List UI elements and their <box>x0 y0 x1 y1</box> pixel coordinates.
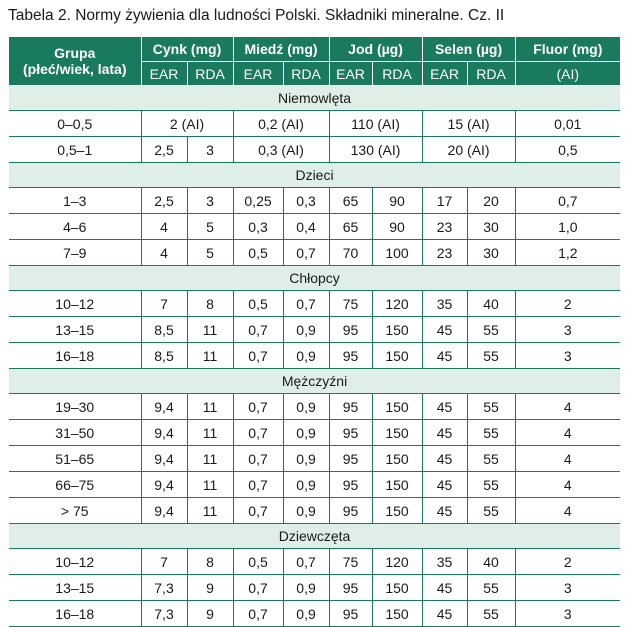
copper-cell: 0,2 (AI) <box>233 111 329 137</box>
zinc-ear-cell: 9,4 <box>141 472 187 498</box>
zinc-ear-cell: 8,5 <box>141 317 187 343</box>
zinc-rda-cell: 11 <box>187 343 233 369</box>
copper-rda-header: RDA <box>283 62 329 86</box>
group-cell: 1–3 <box>9 188 141 214</box>
fluor-cell: 3 <box>515 317 620 343</box>
selenium-rda-header: RDA <box>467 62 515 86</box>
table-row <box>9 549 620 575</box>
fluor-cell: 4 <box>515 498 620 524</box>
iodine-ear-header: EAR <box>329 62 372 86</box>
copper-rda-cell: 0,9 <box>283 343 329 369</box>
iodine-rda-cell: 150 <box>372 446 422 472</box>
group-header <box>9 37 141 86</box>
section-row <box>9 524 620 549</box>
table-row <box>9 240 620 266</box>
copper-rda-cell: 0,9 <box>283 394 329 420</box>
iodine-rda-cell: 100 <box>372 240 422 266</box>
copper-ear-cell: 0,5 <box>233 291 283 317</box>
iodine-rda-cell: 120 <box>372 291 422 317</box>
zinc-ear-cell: 7,3 <box>141 601 187 627</box>
iodine-rda-cell: 150 <box>372 575 422 601</box>
zinc-rda-cell: 11 <box>187 446 233 472</box>
fluor-cell: 0,01 <box>515 111 620 137</box>
group-cell: 66–75 <box>9 472 141 498</box>
iodine-rda-cell: 120 <box>372 549 422 575</box>
selenium-ear-cell: 45 <box>422 394 467 420</box>
copper-rda-cell: 0,9 <box>283 317 329 343</box>
group-cell: 10–12 <box>9 549 141 575</box>
fluor-cell: 0,7 <box>515 188 620 214</box>
selenium-cell: 20 (AI) <box>422 137 515 163</box>
zinc-ear-cell: 4 <box>141 240 187 266</box>
copper-ear-header: EAR <box>233 62 283 86</box>
section-label: Chłopcy <box>9 266 620 291</box>
copper-ear-cell: 0,7 <box>233 601 283 627</box>
copper-rda-cell: 0,9 <box>283 420 329 446</box>
zinc-ear-cell: 8,5 <box>141 343 187 369</box>
fluor-cell: 4 <box>515 472 620 498</box>
selenium-ear-cell: 45 <box>422 601 467 627</box>
iodine-ear-cell: 95 <box>329 420 372 446</box>
iodine-rda-cell: 150 <box>372 498 422 524</box>
selenium-rda-cell: 55 <box>467 601 515 627</box>
copper-ear-cell: 0,7 <box>233 317 283 343</box>
selenium-ear-cell: 23 <box>422 240 467 266</box>
selenium-ear-cell: 17 <box>422 188 467 214</box>
zinc-rda-header: RDA <box>187 62 233 86</box>
iodine-ear-cell: 75 <box>329 291 372 317</box>
fluor-cell: 2 <box>515 549 620 575</box>
zinc-rda-cell: 11 <box>187 472 233 498</box>
selenium-ear-cell: 45 <box>422 498 467 524</box>
selenium-rda-cell: 55 <box>467 472 515 498</box>
selenium-ear-cell: 45 <box>422 575 467 601</box>
zinc-rda-cell: 11 <box>187 394 233 420</box>
selenium-ear-cell: 45 <box>422 446 467 472</box>
table-title: Tabela 2. Normy żywienia dla ludności Polski. Składniki mineralne. Cz. II <box>8 7 505 24</box>
group-cell: 19–30 <box>9 394 141 420</box>
iodine-rda-cell: 90 <box>372 214 422 240</box>
group-cell: 13–15 <box>9 575 141 601</box>
table-row <box>9 575 620 601</box>
zinc-rda-cell: 11 <box>187 498 233 524</box>
selenium-rda-cell: 55 <box>467 575 515 601</box>
iodine-rda-cell: 150 <box>372 601 422 627</box>
copper-header: Miedź (mg) <box>233 37 329 62</box>
table-row <box>9 498 620 524</box>
selenium-rda-cell: 55 <box>467 498 515 524</box>
fluor-cell: 1,2 <box>515 240 620 266</box>
selenium-rda-cell: 30 <box>467 240 515 266</box>
group-cell: 13–15 <box>9 317 141 343</box>
iodine-rda-cell: 150 <box>372 317 422 343</box>
fluor-cell: 2 <box>515 291 620 317</box>
copper-ear-cell: 0,7 <box>233 420 283 446</box>
selenium-header: Selen (µg) <box>422 37 515 62</box>
copper-ear-cell: 0,5 <box>233 549 283 575</box>
group-cell: 0–0,5 <box>9 111 141 137</box>
copper-ear-cell: 0,7 <box>233 575 283 601</box>
copper-ear-cell: 0,25 <box>233 188 283 214</box>
zinc-cell: 2 (AI) <box>141 111 233 137</box>
group-cell: 51–65 <box>9 446 141 472</box>
group-header-line2: (płeć/wiek, lata) <box>23 61 127 77</box>
copper-rda-cell: 0,9 <box>283 498 329 524</box>
selenium-rda-cell: 55 <box>467 317 515 343</box>
section-row <box>9 369 620 394</box>
iodine-rda-cell: 150 <box>372 472 422 498</box>
iodine-ear-cell: 95 <box>329 317 372 343</box>
fluor-cell: 4 <box>515 420 620 446</box>
selenium-rda-cell: 55 <box>467 446 515 472</box>
zinc-ear-cell: 2,5 <box>141 188 187 214</box>
zinc-rda-cell: 9 <box>187 575 233 601</box>
zinc-ear-cell: 9,4 <box>141 394 187 420</box>
zinc-rda-cell: 11 <box>187 420 233 446</box>
iodine-ear-cell: 95 <box>329 498 372 524</box>
section-row <box>9 163 620 188</box>
copper-ear-cell: 0,7 <box>233 446 283 472</box>
group-cell: 7–9 <box>9 240 141 266</box>
iodine-ear-cell: 95 <box>329 394 372 420</box>
zinc-ear-cell: 4 <box>141 214 187 240</box>
group-cell: 4–6 <box>9 214 141 240</box>
table-row <box>9 420 620 446</box>
selenium-rda-cell: 55 <box>467 343 515 369</box>
selenium-ear-cell: 45 <box>422 317 467 343</box>
table-row <box>9 137 620 163</box>
iodine-rda-cell: 150 <box>372 420 422 446</box>
iodine-cell: 110 (AI) <box>329 111 422 137</box>
copper-ear-cell: 0,5 <box>233 240 283 266</box>
selenium-rda-cell: 55 <box>467 394 515 420</box>
zinc-rda-cell: 3 <box>187 188 233 214</box>
table-row <box>9 317 620 343</box>
selenium-ear-cell: 23 <box>422 214 467 240</box>
fluor-cell: 3 <box>515 575 620 601</box>
zinc-ear-cell: 7 <box>141 291 187 317</box>
group-cell: 16–18 <box>9 601 141 627</box>
iodine-header: Jod (µg) <box>329 37 422 62</box>
selenium-ear-cell: 45 <box>422 472 467 498</box>
selenium-ear-cell: 45 <box>422 343 467 369</box>
fluor-cell: 0,5 <box>515 137 620 163</box>
copper-ear-cell: 0,7 <box>233 394 283 420</box>
copper-rda-cell: 0,9 <box>283 601 329 627</box>
fluor-cell: 1,0 <box>515 214 620 240</box>
table-row <box>9 188 620 214</box>
fluor-cell: 4 <box>515 446 620 472</box>
iodine-ear-cell: 95 <box>329 601 372 627</box>
iodine-ear-cell: 95 <box>329 446 372 472</box>
selenium-rda-cell: 30 <box>467 214 515 240</box>
fluor-cell: 3 <box>515 601 620 627</box>
zinc-rda-cell: 5 <box>187 214 233 240</box>
fluor-cell: 4 <box>515 394 620 420</box>
iodine-cell: 130 (AI) <box>329 137 422 163</box>
zinc-rda-cell: 9 <box>187 601 233 627</box>
table-row <box>9 291 620 317</box>
copper-ear-cell: 0,7 <box>233 498 283 524</box>
selenium-rda-cell: 40 <box>467 549 515 575</box>
group-cell: 10–12 <box>9 291 141 317</box>
copper-rda-cell: 0,4 <box>283 214 329 240</box>
zinc-rda-cell: 3 <box>187 137 233 163</box>
selenium-ear-header: EAR <box>422 62 467 86</box>
copper-ear-cell: 0,7 <box>233 472 283 498</box>
iodine-ear-cell: 75 <box>329 549 372 575</box>
zinc-ear-cell: 9,4 <box>141 420 187 446</box>
zinc-rda-cell: 5 <box>187 240 233 266</box>
zinc-ear-header: EAR <box>141 62 187 86</box>
table-row <box>9 111 620 137</box>
copper-rda-cell: 0,9 <box>283 472 329 498</box>
zinc-rda-cell: 8 <box>187 291 233 317</box>
zinc-rda-cell: 8 <box>187 549 233 575</box>
copper-rda-cell: 0,3 <box>283 188 329 214</box>
iodine-rda-cell: 150 <box>372 394 422 420</box>
selenium-cell: 15 (AI) <box>422 111 515 137</box>
iodine-rda-cell: 150 <box>372 343 422 369</box>
zinc-rda-cell: 11 <box>187 317 233 343</box>
iodine-ear-cell: 95 <box>329 575 372 601</box>
section-row <box>9 86 620 111</box>
iodine-rda-header: RDA <box>372 62 422 86</box>
group-header-line1: Grupa <box>54 45 96 61</box>
section-label: Niemowlęta <box>9 86 620 111</box>
iodine-ear-cell: 65 <box>329 188 372 214</box>
section-label: Dziewczęta <box>9 524 620 549</box>
selenium-ear-cell: 35 <box>422 549 467 575</box>
table-header <box>9 37 620 86</box>
iodine-ear-cell: 70 <box>329 240 372 266</box>
table-row <box>9 446 620 472</box>
fluor-ai-header: (AI) <box>515 62 620 86</box>
group-cell: 31–50 <box>9 420 141 446</box>
selenium-rda-cell: 20 <box>467 188 515 214</box>
copper-cell: 0,3 (AI) <box>233 137 329 163</box>
selenium-ear-cell: 35 <box>422 291 467 317</box>
copper-rda-cell: 0,7 <box>283 240 329 266</box>
selenium-rda-cell: 40 <box>467 291 515 317</box>
iodine-ear-cell: 95 <box>329 343 372 369</box>
copper-rda-cell: 0,7 <box>283 549 329 575</box>
selenium-ear-cell: 45 <box>422 420 467 446</box>
table-body <box>9 86 620 627</box>
iodine-ear-cell: 95 <box>329 472 372 498</box>
iodine-rda-cell: 90 <box>372 188 422 214</box>
zinc-header: Cynk (mg) <box>141 37 233 62</box>
fluor-cell: 3 <box>515 343 620 369</box>
table-row <box>9 214 620 240</box>
zinc-ear-cell: 7 <box>141 549 187 575</box>
group-cell: 16–18 <box>9 343 141 369</box>
nutrition-norms-table <box>9 37 620 627</box>
table-row <box>9 394 620 420</box>
copper-rda-cell: 0,9 <box>283 575 329 601</box>
section-row <box>9 266 620 291</box>
copper-rda-cell: 0,7 <box>283 291 329 317</box>
zinc-ear-cell: 2,5 <box>141 137 187 163</box>
zinc-ear-cell: 7,3 <box>141 575 187 601</box>
section-label: Mężczyźni <box>9 369 620 394</box>
table-row <box>9 472 620 498</box>
copper-ear-cell: 0,3 <box>233 214 283 240</box>
selenium-rda-cell: 55 <box>467 420 515 446</box>
table-row <box>9 343 620 369</box>
group-cell: 0,5–1 <box>9 137 141 163</box>
zinc-ear-cell: 9,4 <box>141 446 187 472</box>
copper-ear-cell: 0,7 <box>233 343 283 369</box>
section-label: Dzieci <box>9 163 620 188</box>
copper-rda-cell: 0,9 <box>283 446 329 472</box>
zinc-ear-cell: 9,4 <box>141 498 187 524</box>
iodine-ear-cell: 65 <box>329 214 372 240</box>
fluor-header: Fluor (mg) <box>515 37 620 62</box>
group-cell: > 75 <box>9 498 141 524</box>
